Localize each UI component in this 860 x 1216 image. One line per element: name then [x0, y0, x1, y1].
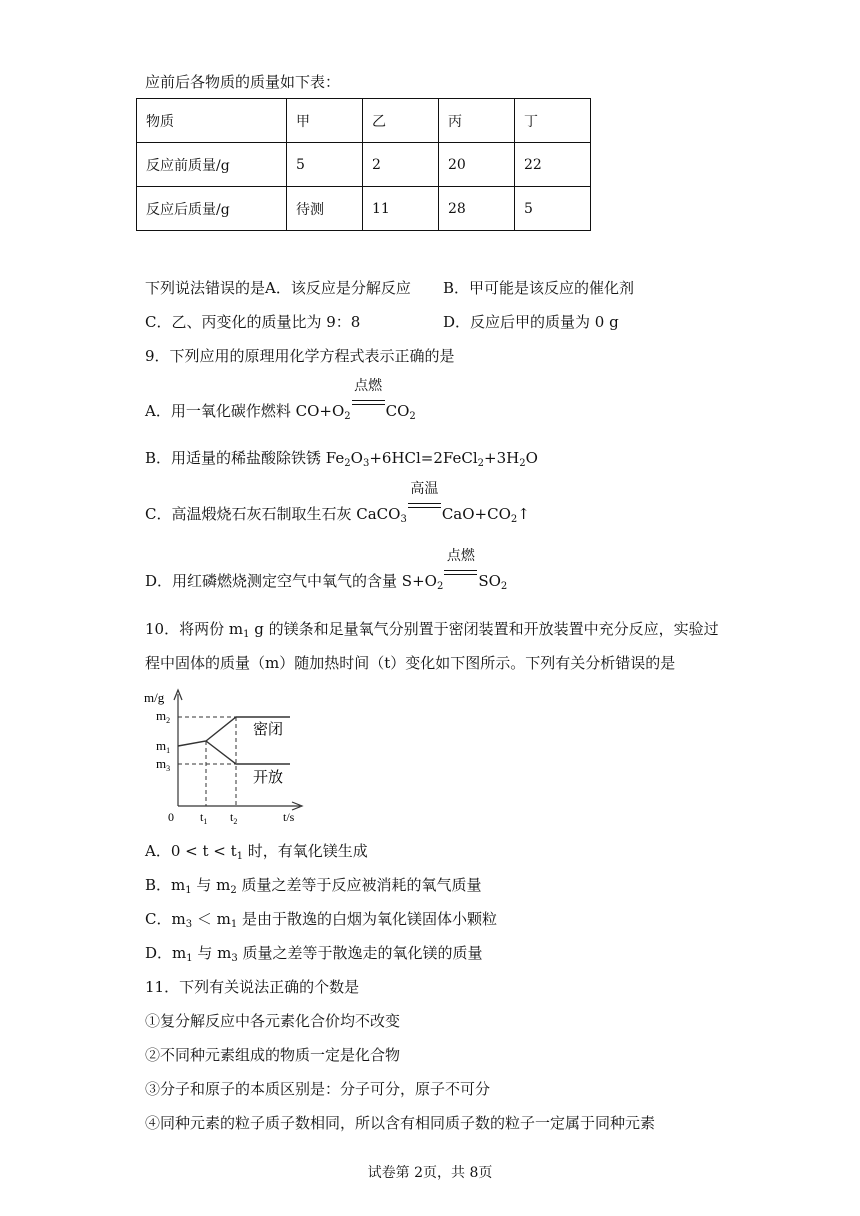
q11-item-4: ④同种元素的粒子质子数相同，所以含有相同质子数的粒子一定属于同种元素	[145, 1114, 656, 1132]
table-cell: 反应前质量/g	[137, 143, 287, 187]
q11-item-1: ①复分解反应中各元素化合价均不改变	[145, 1012, 401, 1030]
q8-option-c: C．乙、丙变化的质量比为 9：8	[145, 313, 361, 331]
x-axis-label: t/s	[283, 810, 295, 824]
condition-text: 点燃	[354, 378, 383, 394]
option-part: 与 m	[192, 944, 232, 962]
option-part: 时，有氧化镁生成	[243, 842, 368, 860]
subscript: 2	[233, 817, 238, 826]
m-symbol: m	[156, 708, 167, 723]
option-part: D．m	[145, 944, 187, 962]
open-label: 开放	[253, 770, 284, 786]
t1-label	[200, 810, 207, 826]
q10-stem-line1: 10．将两份 $m_1$ g 的镁条和足量氧气分别置于密闭装置和开放装置中充分反应，实验过	[145, 620, 719, 640]
q10-stem-line2: 程中固体的质量（m）随加热时间（t）变化如下图所示。下列有关分析错误的是	[145, 654, 676, 672]
q10-stem-part: 10．将两份 m	[145, 620, 244, 638]
origin-label: 0	[168, 810, 174, 824]
double-line	[408, 503, 441, 508]
table-row	[137, 143, 591, 187]
m-symbol: m	[156, 756, 167, 771]
intro-text: 应前后各物质的质量如下表：	[145, 73, 341, 91]
q10-option-a: A．$0 < t < t_1$ 时，有氧化镁生成	[145, 842, 368, 862]
double-line	[444, 570, 477, 575]
subscript: 3	[166, 764, 171, 773]
option-part: 质量之差等于反应被消耗的氧气质量	[236, 876, 482, 894]
subscript: 1	[166, 746, 171, 755]
table-cell: 丙	[439, 99, 515, 143]
table-row	[137, 187, 591, 231]
table-cell: 22	[515, 143, 591, 187]
t2-label	[230, 810, 237, 826]
q8-option-b: B．甲可能是该反应的催化剂	[443, 279, 635, 297]
t-symbol: t	[230, 810, 234, 824]
m2-label	[156, 708, 170, 725]
m1-label	[156, 738, 170, 755]
y-axis-label: m/g	[144, 690, 165, 705]
q9-b-text: B．用适量的稀盐酸除铁锈	[145, 449, 322, 467]
table-row	[137, 99, 591, 143]
q8-stem: 下列说法错误的是	[145, 279, 266, 297]
option-part: 是由于散逸的白烟为氧化镁固体小颗粒	[237, 910, 497, 928]
t-symbol: t	[200, 810, 204, 824]
reaction-condition	[408, 481, 441, 519]
q11-item-2: ②不同种元素组成的物质一定是化合物	[145, 1046, 401, 1064]
table-cell: 5	[515, 187, 591, 231]
option-part: A．0 < t < t	[145, 842, 237, 860]
q9-a-text: A．用一氧化碳作燃料	[145, 402, 291, 420]
mass-time-graph	[140, 686, 320, 828]
option-part: C．m	[145, 910, 186, 928]
table-cell: 物质	[137, 99, 287, 143]
q11-stem: 11．下列有关说法正确的个数是	[145, 978, 360, 996]
option-part: B．m	[145, 876, 186, 894]
option-part: 与 m	[191, 876, 231, 894]
q9-option-d: D．用红磷燃烧测定空气中氧气的含量 $S+O_2$ 点燃 $SO_2$	[145, 548, 508, 592]
q9-option-a: A．用一氧化碳作燃料 $CO+O_2$ 点燃 $CO_2$	[145, 378, 416, 422]
m3-label	[156, 756, 170, 773]
condition-text: 高温	[410, 481, 439, 497]
q11-item-3: ③分子和原子的本质区别是：分子可分，原子不可分	[145, 1080, 491, 1098]
condition-text: 点燃	[446, 548, 475, 564]
table-cell: 乙	[363, 99, 439, 143]
q9-stem: 9．下列应用的原理用化学方程式表示正确的是	[145, 347, 455, 365]
reaction-condition	[352, 378, 385, 416]
q9-option-b: B．用适量的稀盐酸除铁锈 $Fe_2O_3+6HCl=2FeCl_2+3H_2O$	[145, 449, 538, 469]
q9-option-c: C．高温煅烧石灰石制取生石灰 CaCO$_3$ 高温 $CaO+CO_2↑$	[145, 481, 530, 525]
subscript: 2	[166, 716, 171, 725]
table-cell: 甲	[287, 99, 363, 143]
mass-table	[136, 98, 591, 231]
reaction-condition	[444, 548, 477, 586]
q8-option-a: A．该反应是分解反应	[265, 279, 411, 297]
q9-c-text: C．高温煅烧石灰石制取生石灰	[145, 505, 352, 523]
table-cell: 11	[363, 187, 439, 231]
q10-option-d: D．$m_1$ 与 $m_3$ 质量之差等于散逸走的氧化镁的质量	[145, 944, 483, 964]
table-cell: 丁	[515, 99, 591, 143]
q8-option-d: D．反应后甲的质量为 0 g	[443, 313, 619, 331]
q8-stem-line	[145, 278, 411, 298]
table-cell: 2	[363, 143, 439, 187]
page-footer: 试卷第 2页，共 8页	[367, 1165, 493, 1181]
closed-label: 密闭	[253, 722, 284, 738]
table-cell: 反应后质量/g	[137, 187, 287, 231]
table-cell: 5	[287, 143, 363, 187]
open-curve	[206, 741, 290, 764]
q10-option-c: C．$m_3 < m_1$ 是由于散逸的白烟为氧化镁固体小颗粒	[145, 910, 497, 930]
q10-stem-part: g 的镁条和足量氧气分别置于密闭装置和开放装置中充分反应，实验过	[249, 620, 719, 638]
m-symbol: m	[156, 738, 167, 753]
table-cell: 28	[439, 187, 515, 231]
table-cell: 待测	[287, 187, 363, 231]
q9-d-text: D．用红磷燃烧测定空气中氧气的含量	[145, 572, 398, 590]
q10-option-b: B．$m_1$ 与 $m_2$ 质量之差等于反应被消耗的氧气质量	[145, 876, 482, 896]
option-part: ＜ m	[192, 910, 231, 928]
double-line	[352, 400, 385, 405]
option-part: 质量之差等于散逸走的氧化镁的质量	[237, 944, 483, 962]
subscript: 1	[203, 817, 208, 826]
table-cell: 20	[439, 143, 515, 187]
